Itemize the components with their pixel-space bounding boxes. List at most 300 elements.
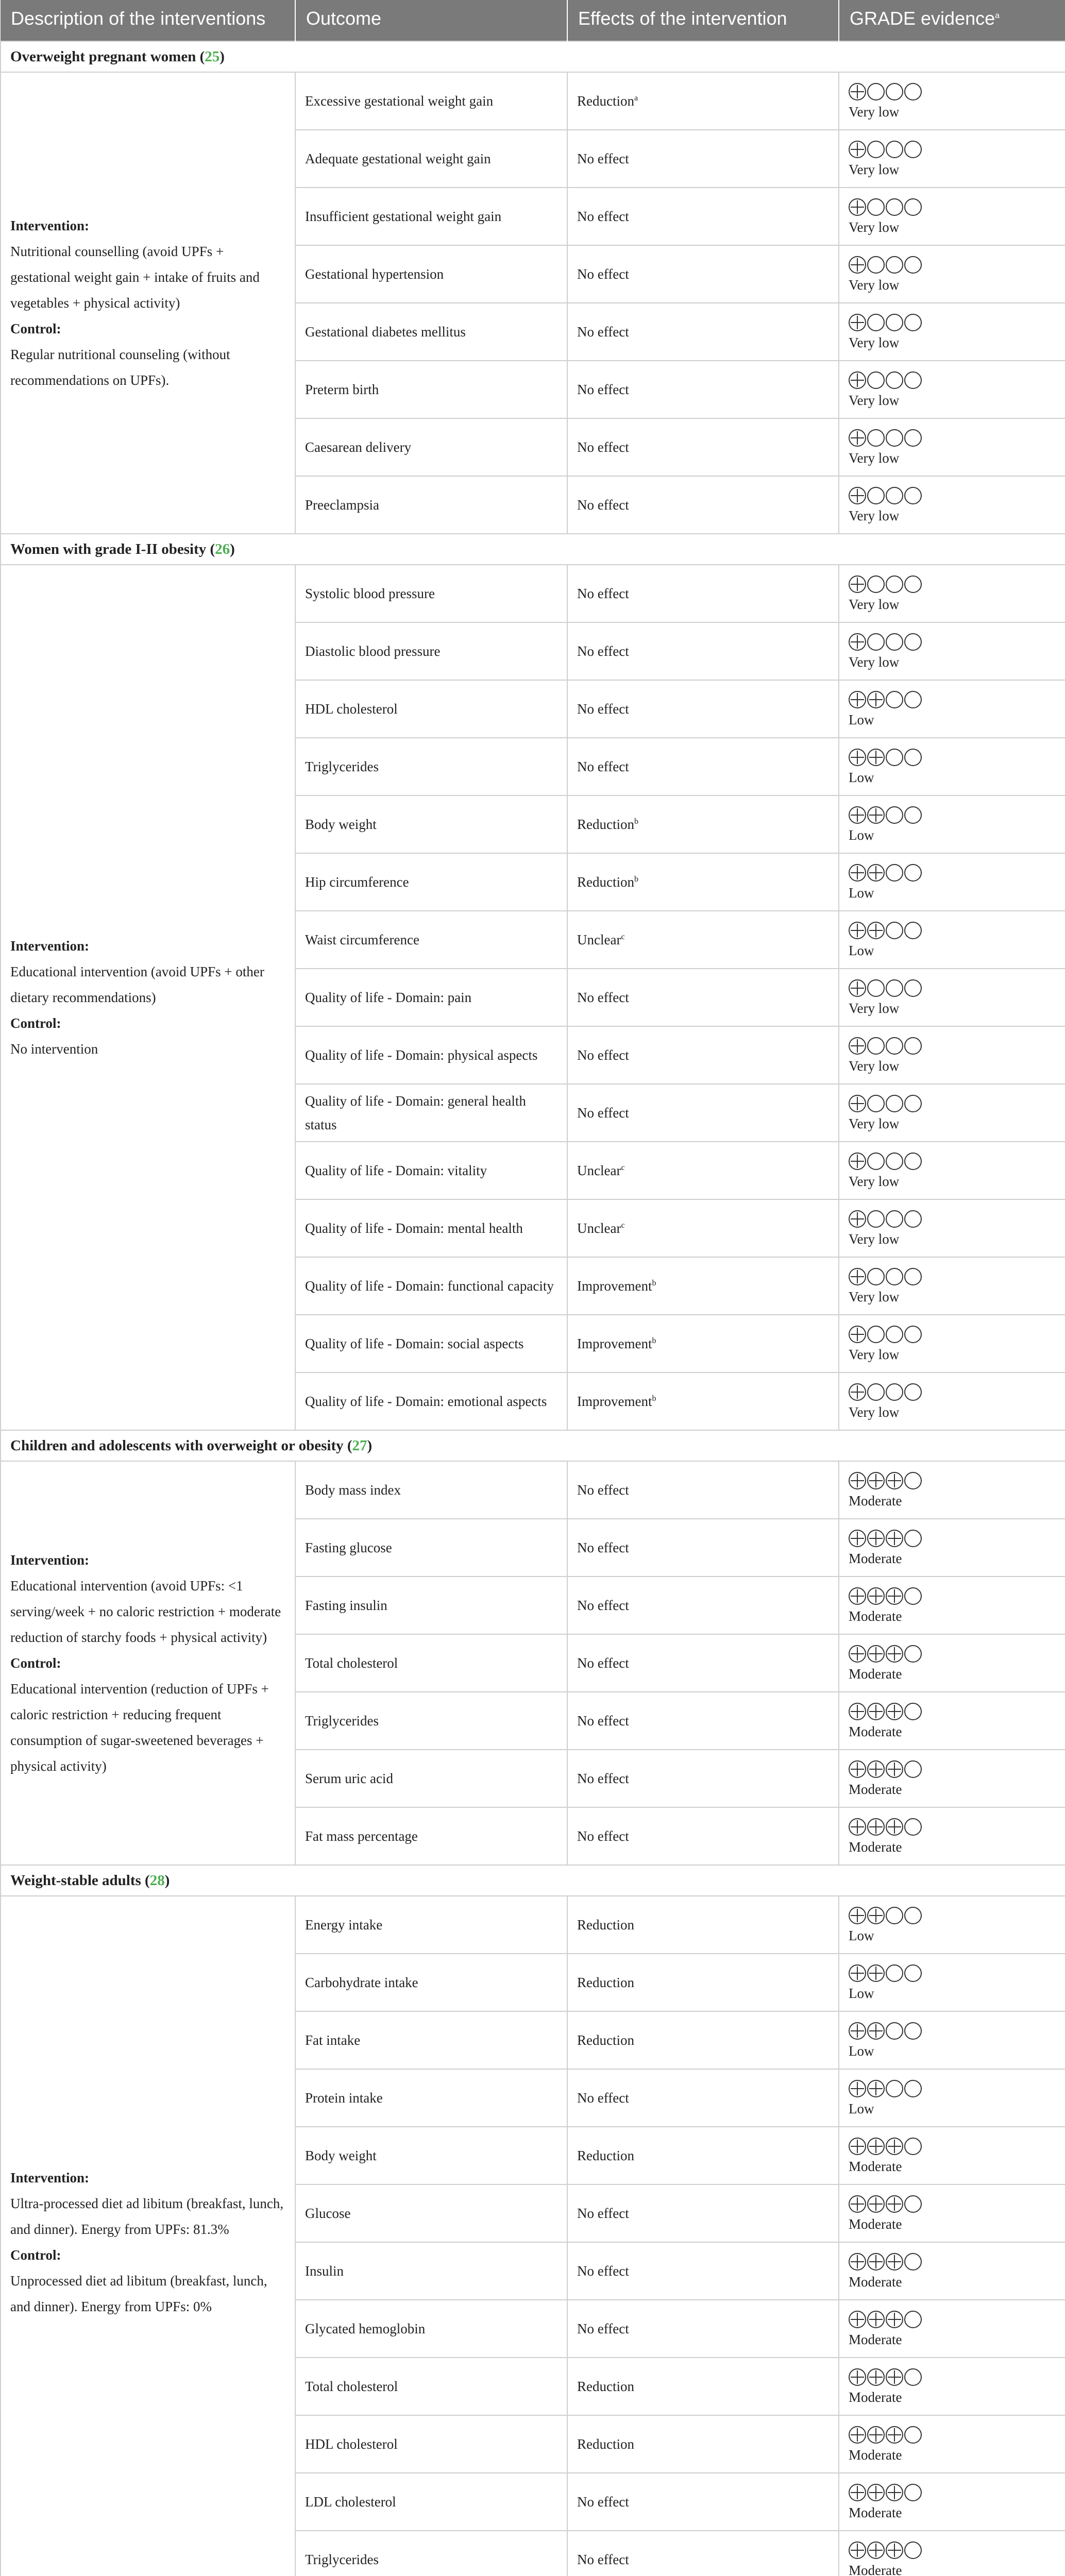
grade-empty-circle-icon xyxy=(904,922,922,939)
effect-text: Reduction xyxy=(577,93,634,109)
outcome-text: Glycated hemoglobin xyxy=(305,2321,426,2336)
grade-filled-circle-icon xyxy=(886,1587,903,1605)
grade-cell xyxy=(839,361,1065,418)
group-row xyxy=(1,1865,1065,1896)
effect-text: No effect xyxy=(577,1105,629,1121)
description-text: Nutritional counselling (avoid UPFs + gestational weight gain + intake of fruits and vegetables + physical activity) xyxy=(10,244,260,311)
grade-filled-circle-icon xyxy=(867,2541,885,2559)
description-text: Unprocessed diet ad libitum (breakfast, lunch, and dinner). Energy from UPFs: 0% xyxy=(10,2273,267,2314)
grade-level: Moderate xyxy=(849,1551,902,1566)
grade-level: Low xyxy=(849,1986,874,2001)
grade-empty-circle-icon xyxy=(867,1153,885,1170)
outcome-text: Quality of life - Domain: pain xyxy=(305,990,472,1005)
effect-text: No effect xyxy=(577,1482,629,1498)
grade-cell xyxy=(839,1315,1065,1372)
outcome-text: Quality of life - Domain: general health status xyxy=(305,1093,526,1132)
description-text: Regular nutritional counseling (without recommendations on UPFs). xyxy=(10,347,230,388)
grade-level: Moderate xyxy=(849,1666,902,1682)
grade-empty-circle-icon xyxy=(904,749,922,766)
grade-circles xyxy=(849,426,1056,448)
grade-cell xyxy=(839,2358,1065,2415)
grade-circles xyxy=(849,2192,1056,2214)
effect-cell xyxy=(567,418,839,476)
grade-empty-circle-icon xyxy=(904,1530,922,1547)
grade-empty-circle-icon xyxy=(886,749,903,766)
grade-circles xyxy=(849,1815,1056,1837)
effect-footnote-mark: c xyxy=(621,933,625,941)
grade-filled-circle-icon xyxy=(867,922,885,939)
effect-text: No effect xyxy=(577,1540,629,1555)
grade-cell xyxy=(839,969,1065,1026)
effect-text: No effect xyxy=(577,324,629,340)
effect-text: No effect xyxy=(577,990,629,1005)
intervention-description xyxy=(1,565,295,1430)
grade-level: Moderate xyxy=(849,2505,902,2520)
grade-cell xyxy=(839,2069,1065,2127)
outcome-cell xyxy=(295,2473,567,2531)
table-body xyxy=(1,41,1065,2576)
header-grade: GRADE evidence$^a$ xyxy=(839,0,1065,41)
grade-cell xyxy=(839,1896,1065,1954)
grade-empty-circle-icon xyxy=(867,314,885,331)
outcome-text: Hip circumference xyxy=(305,874,409,890)
grade-filled-circle-icon xyxy=(849,2484,866,2501)
grade-circles xyxy=(849,2134,1056,2156)
effect-cell xyxy=(567,476,839,534)
grade-empty-circle-icon xyxy=(867,1326,885,1343)
outcome-cell xyxy=(295,1461,567,1519)
grade-filled-circle-icon xyxy=(886,1760,903,1778)
grade-filled-circle-icon xyxy=(867,1472,885,1489)
effect-footnote-mark: a xyxy=(634,94,638,103)
effect-footnote-mark: c xyxy=(621,1163,625,1172)
group-row xyxy=(1,1430,1065,1461)
grade-empty-circle-icon xyxy=(886,575,903,593)
grade-empty-circle-icon xyxy=(904,1703,922,1720)
effect-text: No effect xyxy=(577,701,629,717)
header-description: Description of the interventions xyxy=(1,0,295,41)
grade-level: Moderate xyxy=(849,2159,902,2174)
grade-empty-circle-icon xyxy=(904,2195,922,2213)
outcome-text: Fasting glucose xyxy=(305,1540,392,1555)
effect-text: No effect xyxy=(577,209,629,224)
grade-empty-circle-icon xyxy=(904,1153,922,1170)
effect-cell xyxy=(567,1199,839,1257)
grade-circles xyxy=(849,919,1056,940)
header-outcome: Outcome xyxy=(295,0,567,41)
grade-empty-circle-icon xyxy=(886,314,903,331)
group-row xyxy=(1,534,1065,565)
grade-circles xyxy=(849,2077,1056,2098)
effect-cell xyxy=(567,1315,839,1372)
grade-filled-circle-icon xyxy=(886,2138,903,2155)
grade-empty-circle-icon xyxy=(886,198,903,216)
outcome-text: Body weight xyxy=(305,817,377,832)
outcome-text: Serum uric acid xyxy=(305,1771,393,1786)
grade-filled-circle-icon xyxy=(867,1818,885,1836)
table-row xyxy=(1,1896,1065,1954)
outcome-cell xyxy=(295,1896,567,1954)
outcome-text: Adequate gestational weight gain xyxy=(305,151,491,166)
grade-empty-circle-icon xyxy=(904,2311,922,2328)
outcome-cell xyxy=(295,2069,567,2127)
description-label: Intervention: xyxy=(10,1552,89,1568)
grade-empty-circle-icon xyxy=(904,864,922,882)
intervention-description xyxy=(1,1461,295,1865)
outcome-text: Protein intake xyxy=(305,2090,383,2106)
grade-cell xyxy=(839,2184,1065,2242)
grade-circles xyxy=(849,1584,1056,1606)
grade-empty-circle-icon xyxy=(904,806,922,824)
effect-text: Unclear xyxy=(577,1163,621,1178)
outcome-text: Glucose xyxy=(305,2206,351,2221)
grade-cell xyxy=(839,565,1065,622)
grade-circles xyxy=(849,803,1056,825)
effect-text: No effect xyxy=(577,2494,629,2510)
effect-cell xyxy=(567,1257,839,1315)
grade-filled-circle-icon xyxy=(867,749,885,766)
grade-empty-circle-icon xyxy=(886,1210,903,1228)
grade-circles xyxy=(849,484,1056,505)
grade-empty-circle-icon xyxy=(904,1760,922,1778)
grade-empty-circle-icon xyxy=(904,256,922,274)
grade-circles xyxy=(849,2423,1056,2445)
grade-filled-circle-icon xyxy=(849,2426,866,2444)
group-title: Overweight pregnant women xyxy=(10,48,196,65)
grade-level: Moderate xyxy=(849,1839,902,1855)
grade-circles xyxy=(849,368,1056,390)
grade-filled-circle-icon xyxy=(849,1760,866,1778)
effect-cell xyxy=(567,2358,839,2415)
effect-text: No effect xyxy=(577,266,629,282)
outcome-text: Triglycerides xyxy=(305,2552,379,2567)
grade-filled-circle-icon xyxy=(849,256,866,274)
grade-empty-circle-icon xyxy=(904,1268,922,1285)
grade-level: Very low xyxy=(849,393,900,408)
outcome-text: Quality of life - Domain: social aspects xyxy=(305,1336,524,1351)
grade-filled-circle-icon xyxy=(886,1645,903,1663)
grade-filled-circle-icon xyxy=(867,1530,885,1547)
effect-cell xyxy=(567,795,839,853)
outcome-cell xyxy=(295,188,567,245)
grade-circles xyxy=(849,861,1056,883)
description-label: Intervention: xyxy=(10,2170,89,2185)
outcome-text: Preterm birth xyxy=(305,382,379,397)
outcome-cell xyxy=(295,1954,567,2011)
grade-cell xyxy=(839,130,1065,188)
grade-filled-circle-icon xyxy=(849,2195,866,2213)
grade-filled-circle-icon xyxy=(849,1210,866,1228)
grade-cell xyxy=(839,1199,1065,1257)
grade-level: Low xyxy=(849,1928,874,1943)
grade-cell xyxy=(839,1026,1065,1084)
group-title: Women with grade I-II obesity xyxy=(10,540,207,557)
outcome-text: Body weight xyxy=(305,2148,377,2163)
description-label: Intervention: xyxy=(10,218,89,233)
outcome-text: Quality of life - Domain: physical aspects xyxy=(305,1047,538,1063)
grade-filled-circle-icon xyxy=(886,1818,903,1836)
group-title-cell: Children and adolescents with overweight or obesity (27) xyxy=(1,1430,1065,1461)
effect-text: No effect xyxy=(577,1598,629,1613)
outcome-cell xyxy=(295,1199,567,1257)
effect-footnote-mark: b xyxy=(634,817,638,826)
grade-circles xyxy=(849,1149,1056,1171)
grade-level: Low xyxy=(849,827,874,843)
effect-text: Improvement xyxy=(577,1336,652,1351)
effect-cell xyxy=(567,1807,839,1865)
effect-text: Unclear xyxy=(577,1221,621,1236)
grade-circles xyxy=(849,1092,1056,1113)
grade-filled-circle-icon xyxy=(849,83,866,100)
effect-cell xyxy=(567,969,839,1026)
grade-empty-circle-icon xyxy=(904,1037,922,1055)
grade-filled-circle-icon xyxy=(849,1268,866,1285)
header-grade-sup: a xyxy=(995,11,1000,20)
header-effects: Effects of the intervention xyxy=(567,0,839,41)
outcome-text: Fat mass percentage xyxy=(305,1828,418,1844)
grade-cell xyxy=(839,1807,1065,1865)
grade-circles xyxy=(849,311,1056,332)
effect-footnote-mark: c xyxy=(621,1221,625,1230)
effect-footnote-mark: b xyxy=(652,1279,656,1287)
grade-empty-circle-icon xyxy=(886,691,903,708)
effect-cell xyxy=(567,565,839,622)
effect-cell xyxy=(567,1896,839,1954)
outcome-text: Fat intake xyxy=(305,2032,361,2048)
effect-cell xyxy=(567,2242,839,2300)
grade-empty-circle-icon xyxy=(886,487,903,504)
grade-circles xyxy=(849,138,1056,159)
outcome-cell xyxy=(295,418,567,476)
header-row xyxy=(1,0,1065,41)
grade-empty-circle-icon xyxy=(904,1964,922,1982)
grade-filled-circle-icon xyxy=(849,1530,866,1547)
grade-level: Low xyxy=(849,943,874,958)
grade-circles xyxy=(849,688,1056,709)
grade-filled-circle-icon xyxy=(867,2022,885,2040)
effect-text: No effect xyxy=(577,1655,629,1671)
intervention-description xyxy=(1,1896,295,2576)
effect-cell xyxy=(567,1142,839,1199)
grade-empty-circle-icon xyxy=(904,1383,922,1401)
grade-cell xyxy=(839,1372,1065,1430)
grade-cell xyxy=(839,1084,1065,1142)
grade-cell xyxy=(839,1954,1065,2011)
grade-empty-circle-icon xyxy=(886,1383,903,1401)
outcome-text: Energy intake xyxy=(305,1917,383,1933)
grade-circles xyxy=(849,976,1056,998)
outcome-cell xyxy=(295,476,567,534)
grade-circles xyxy=(849,1757,1056,1779)
grade-filled-circle-icon xyxy=(849,1472,866,1489)
grade-empty-circle-icon xyxy=(867,83,885,100)
grade-filled-circle-icon xyxy=(849,2080,866,2097)
grade-empty-circle-icon xyxy=(904,371,922,389)
grade-circles xyxy=(849,1323,1056,1344)
outcome-text: HDL cholesterol xyxy=(305,701,398,717)
grade-cell xyxy=(839,1461,1065,1519)
grade-level: Very low xyxy=(849,1116,900,1131)
outcome-text: Quality of life - Domain: vitality xyxy=(305,1163,487,1178)
grade-filled-circle-icon xyxy=(886,2368,903,2386)
grade-circles xyxy=(849,745,1056,767)
reference-link[interactable]: 28 xyxy=(149,1872,165,1889)
effect-cell xyxy=(567,738,839,795)
grade-level: Very low xyxy=(849,1231,900,1247)
outcome-cell xyxy=(295,911,567,969)
outcome-text: Caesarean delivery xyxy=(305,439,412,455)
grade-cell xyxy=(839,2415,1065,2473)
grade-empty-circle-icon xyxy=(867,429,885,447)
grade-filled-circle-icon xyxy=(849,691,866,708)
grade-filled-circle-icon xyxy=(867,2368,885,2386)
grade-circles xyxy=(849,2250,1056,2272)
grade-filled-circle-icon xyxy=(849,429,866,447)
outcome-text: Insulin xyxy=(305,2263,344,2279)
grade-filled-circle-icon xyxy=(886,2195,903,2213)
grade-cell xyxy=(839,1577,1065,1634)
grade-filled-circle-icon xyxy=(867,864,885,882)
grade-empty-circle-icon xyxy=(904,2138,922,2155)
grade-filled-circle-icon xyxy=(849,487,866,504)
outcome-cell xyxy=(295,361,567,418)
grade-cell xyxy=(839,245,1065,303)
grade-filled-circle-icon xyxy=(849,1964,866,1982)
outcome-cell xyxy=(295,1634,567,1692)
grade-level: Moderate xyxy=(849,1608,902,1624)
outcome-cell xyxy=(295,2300,567,2358)
grade-empty-circle-icon xyxy=(904,1587,922,1605)
outcome-text: Quality of life - Domain: emotional aspects xyxy=(305,1394,547,1409)
outcome-text: Body mass index xyxy=(305,1482,401,1498)
grade-filled-circle-icon xyxy=(867,2426,885,2444)
grade-filled-circle-icon xyxy=(886,1703,903,1720)
outcome-cell xyxy=(295,2358,567,2415)
description-label: Control: xyxy=(10,321,61,336)
grade-level: Very low xyxy=(849,450,900,466)
effect-text: No effect xyxy=(577,2552,629,2567)
grade-empty-circle-icon xyxy=(904,1907,922,1924)
outcome-cell xyxy=(295,130,567,188)
effect-footnote-mark: b xyxy=(652,1336,656,1345)
grade-empty-circle-icon xyxy=(904,2080,922,2097)
description-label: Control: xyxy=(10,2247,61,2263)
grade-filled-circle-icon xyxy=(849,2253,866,2270)
outcome-text: Total cholesterol xyxy=(305,1655,398,1671)
grade-filled-circle-icon xyxy=(849,2311,866,2328)
grade-cell xyxy=(839,795,1065,853)
grade-circles xyxy=(849,1034,1056,1056)
effect-text: Reduction xyxy=(577,817,634,832)
grade-empty-circle-icon xyxy=(886,1964,903,1982)
grade-empty-circle-icon xyxy=(886,1095,903,1112)
grade-filled-circle-icon xyxy=(849,141,866,158)
grade-filled-circle-icon xyxy=(849,1645,866,1663)
grade-circles xyxy=(849,195,1056,217)
effect-text: Unclear xyxy=(577,932,621,947)
grade-filled-circle-icon xyxy=(849,314,866,331)
description-label: Intervention: xyxy=(10,938,89,954)
grade-circles xyxy=(849,1380,1056,1402)
description-text: Educational intervention (avoid UPFs: <1 serving/week + no caloric restriction + moderate reduction of starchy foods + physical activity) xyxy=(10,1578,281,1645)
effect-cell xyxy=(567,2415,839,2473)
grade-cell xyxy=(839,853,1065,911)
outcome-cell xyxy=(295,1084,567,1142)
grade-empty-circle-icon xyxy=(867,979,885,997)
reference-link[interactable]: 27 xyxy=(352,1437,367,1454)
grade-empty-circle-icon xyxy=(886,2080,903,2097)
grade-cell xyxy=(839,680,1065,738)
effect-text: No effect xyxy=(577,497,629,513)
grade-level: Low xyxy=(849,770,874,785)
effect-cell xyxy=(567,303,839,361)
grade-empty-circle-icon xyxy=(886,83,903,100)
grade-circles xyxy=(849,1642,1056,1664)
grade-empty-circle-icon xyxy=(886,922,903,939)
grade-filled-circle-icon xyxy=(867,1907,885,1924)
grade-filled-circle-icon xyxy=(849,2368,866,2386)
grade-level: Very low xyxy=(849,1058,900,1074)
outcome-cell xyxy=(295,2415,567,2473)
grade-filled-circle-icon xyxy=(849,1703,866,1720)
grade-empty-circle-icon xyxy=(886,1326,903,1343)
effect-cell xyxy=(567,2300,839,2358)
grade-level: Moderate xyxy=(849,2563,902,2576)
grade-level: Moderate xyxy=(849,2447,902,2463)
outcome-text: Total cholesterol xyxy=(305,2379,398,2394)
effect-footnote-mark: b xyxy=(634,875,638,884)
grade-level: Moderate xyxy=(849,1493,902,1509)
grade-filled-circle-icon xyxy=(849,1153,866,1170)
outcome-cell xyxy=(295,565,567,622)
description-text: No intervention xyxy=(10,1041,98,1057)
grade-cell xyxy=(839,2242,1065,2300)
grade-cell xyxy=(839,2300,1065,2358)
group-row xyxy=(1,41,1065,72)
grade-empty-circle-icon xyxy=(886,256,903,274)
description-text: Ultra-processed diet ad libitum (breakfast, lunch, and dinner). Energy from UPFs: 81.3% xyxy=(10,2196,284,2237)
grade-filled-circle-icon xyxy=(867,2195,885,2213)
outcome-cell xyxy=(295,2127,567,2184)
effect-text: No effect xyxy=(577,586,629,601)
outcome-text: Systolic blood pressure xyxy=(305,586,435,601)
grade-level: Moderate xyxy=(849,2332,902,2347)
grade-level: Moderate xyxy=(849,2389,902,2405)
grade-empty-circle-icon xyxy=(867,1095,885,1112)
effect-cell xyxy=(567,1461,839,1519)
outcome-cell xyxy=(295,2184,567,2242)
grade-empty-circle-icon xyxy=(867,371,885,389)
outcome-text: Quality of life - Domain: mental health xyxy=(305,1221,523,1236)
outcome-cell xyxy=(295,2011,567,2069)
grade-filled-circle-icon xyxy=(849,1383,866,1401)
grade-empty-circle-icon xyxy=(886,371,903,389)
grade-filled-circle-icon xyxy=(886,2253,903,2270)
effect-text: No effect xyxy=(577,1771,629,1786)
effect-text: No effect xyxy=(577,2090,629,2106)
grade-empty-circle-icon xyxy=(867,1383,885,1401)
grade-filled-circle-icon xyxy=(867,1703,885,1720)
outcome-cell xyxy=(295,1372,567,1430)
effect-text: Reduction xyxy=(577,2379,634,2394)
group-title-cell: Weight-stable adults (28) xyxy=(1,1865,1065,1896)
reference-link[interactable]: 26 xyxy=(215,540,230,557)
grade-filled-circle-icon xyxy=(849,1095,866,1112)
grade-filled-circle-icon xyxy=(849,979,866,997)
grade-cell xyxy=(839,188,1065,245)
reference-link[interactable]: 25 xyxy=(205,48,220,65)
grade-filled-circle-icon xyxy=(849,806,866,824)
